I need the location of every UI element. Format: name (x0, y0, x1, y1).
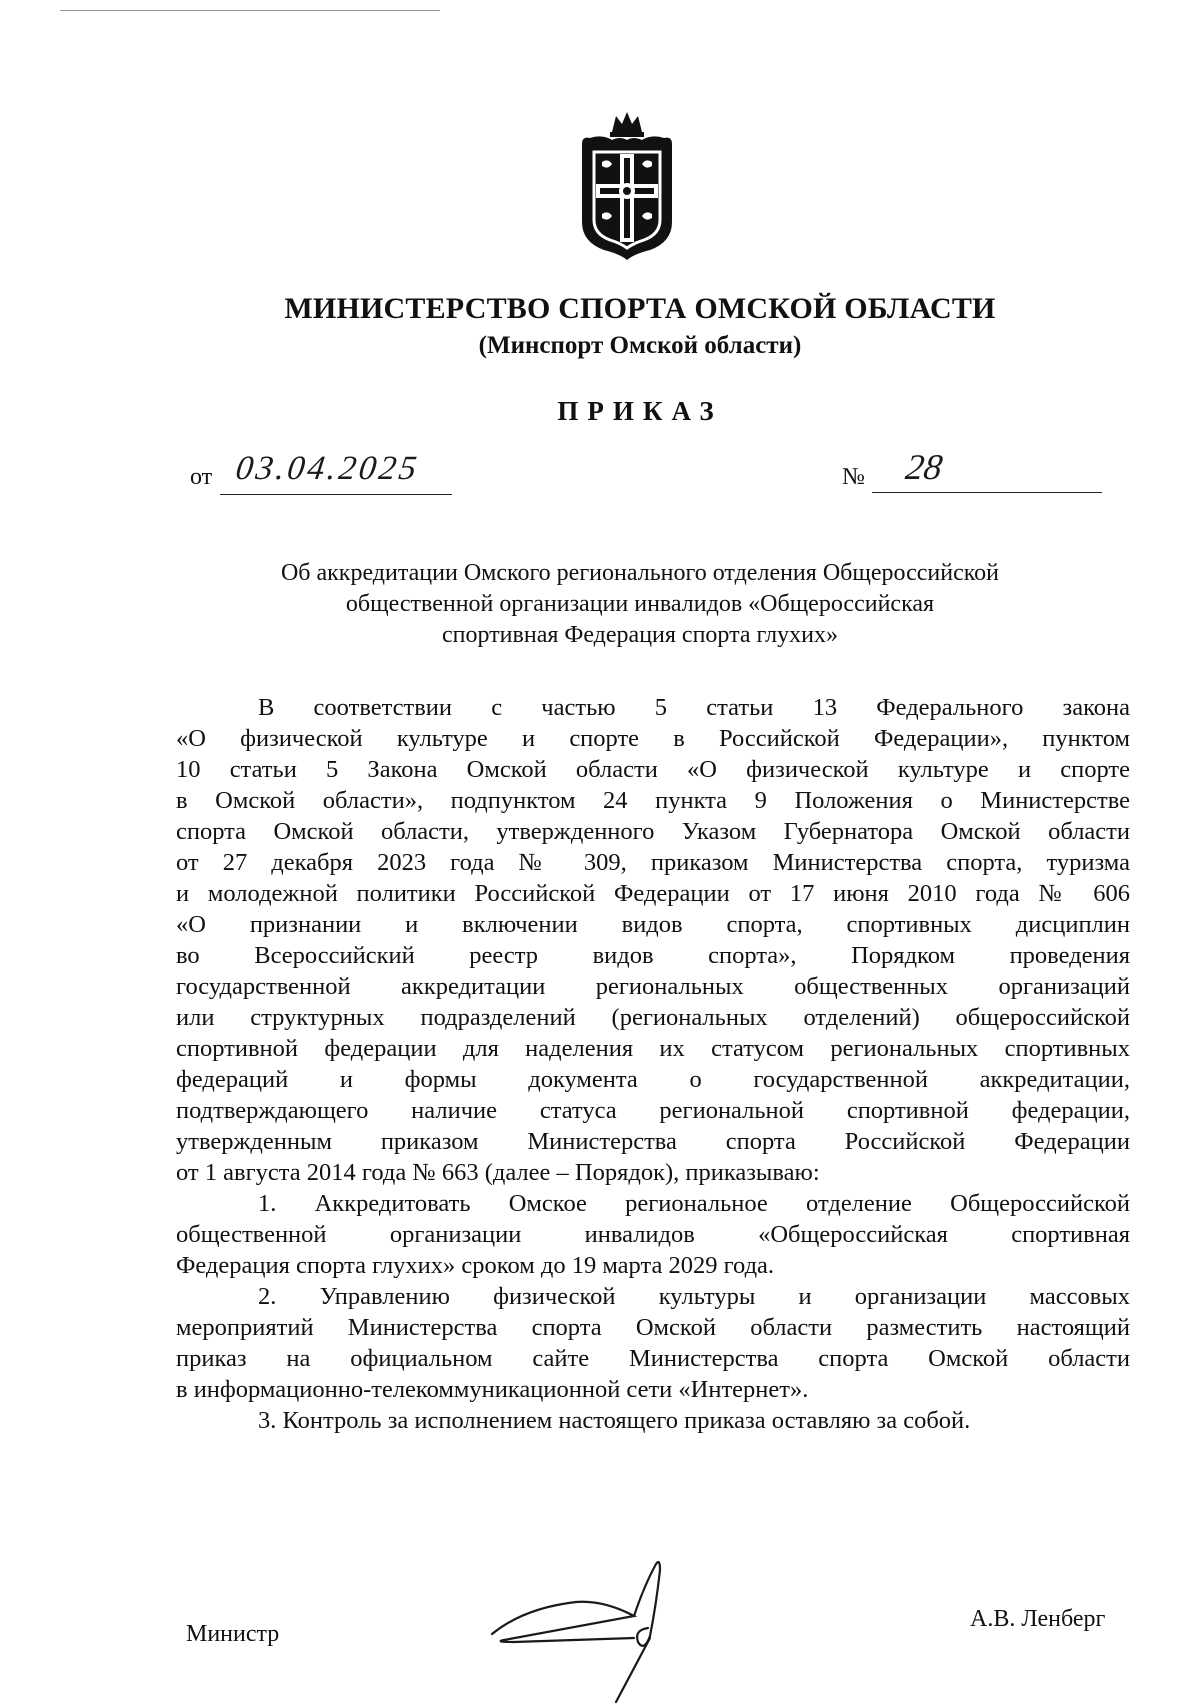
ministry-name: МИНИСТЕРСТВО СПОРТА ОМСКОЙ ОБЛАСТИ (284, 292, 996, 325)
body-line: «О признании и включении видов спорта, спортивных дисциплин (176, 911, 1130, 938)
item-line: приказ на официальном сайте Министерства спорта Омской области (176, 1345, 1130, 1372)
item-line: мероприятий Министерства спорта Омской области разместить настоящий (176, 1314, 1130, 1341)
ministry-short-name: (Минспорт Омской области) (478, 332, 802, 359)
number-label: № (842, 464, 865, 490)
body-line: государственной аккредитации региональных общественных организаций (176, 973, 1130, 1000)
body-line: или структурных подразделений (региональных отделений) общероссийской (176, 1004, 1130, 1031)
body-line: «О физической культуре и спорте в Российской Федерации», пунктом (176, 725, 1130, 752)
signer-name: А.В. Ленберг (970, 1606, 1106, 1632)
body-line: спортивной федерации для наделения их статусом региональных спортивных (176, 1035, 1130, 1062)
date-value: 03.04.2025 (233, 450, 422, 487)
number-underline (872, 492, 1102, 493)
body-line: 10 статьи 5 Закона Омской области «О физической культуре и спорте (176, 756, 1130, 783)
handwritten-signature-icon (484, 1556, 714, 1706)
item-line: Федерация спорта глухих» сроком до 19 марта 2029 года. (176, 1252, 775, 1279)
date-label: от (190, 464, 213, 490)
body-line: в Омской области», подпунктом 24 пункта 9 Положения о Министерстве (176, 787, 1130, 814)
item-line: 2. Управлению физической культуры и организации массовых (258, 1283, 1130, 1310)
scan-edge-line (60, 10, 440, 11)
body-line: спорта Омской области, утвержденного Указом Губернатора Омской области (176, 818, 1130, 845)
body-line: и молодежной политики Российской Федерации от 17 июня 2010 года № 606 (176, 880, 1130, 907)
body-line: во Всероссийский реестр видов спорта», Порядком проведения (176, 942, 1130, 969)
number-value: 28 (903, 447, 945, 487)
body-line: от 1 августа 2014 года № 663 (далее – Порядок), приказываю: (176, 1159, 820, 1186)
document-type-title: ПРИКАЗ (557, 396, 723, 426)
subject-line: Об аккредитации Омского регионального отделения Общероссийской (280, 560, 1000, 586)
document-subject (0, 558, 1200, 651)
coat-of-arms-icon (572, 110, 682, 262)
body-line: от 27 декабря 2023 года № 309, приказом Министерства спорта, туризма (176, 849, 1130, 876)
subject-line: общественной организации инвалидов «Общероссийская (345, 591, 935, 617)
body-line: утвержденным приказом Министерства спорта Российской Федерации (176, 1128, 1130, 1155)
body-line: В соответствии с частью 5 статьи 13 Федерального закона (258, 694, 1130, 721)
body-line: подтверждающего наличие статуса региональной спортивной федерации, (176, 1097, 1130, 1124)
body-line: федераций и формы документа о государственной аккредитации, (176, 1066, 1130, 1093)
item-line: в информационно-телекоммуникационной сети «Интернет». (176, 1376, 809, 1403)
date-underline (220, 494, 452, 495)
subject-line: спортивная Федерация спорта глухих» (442, 622, 838, 648)
document-body (176, 692, 1130, 1436)
item-line: 1. Аккредитовать Омское региональное отделение Общероссийской (258, 1190, 1130, 1217)
signer-position: Министр (186, 1621, 280, 1647)
item-line: 3. Контроль за исполнением настоящего приказа оставляю за собой. (258, 1407, 971, 1434)
item-line: общественной организации инвалидов «Общероссийская спортивная (176, 1221, 1130, 1248)
